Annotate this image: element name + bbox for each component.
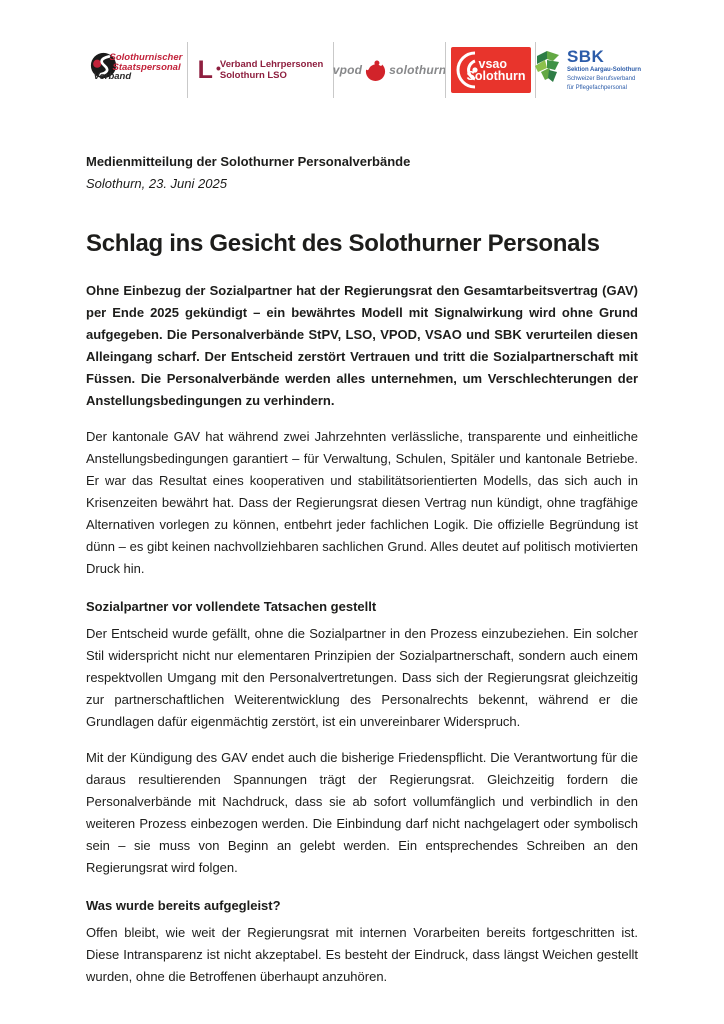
vpod-word: solothurn	[389, 63, 447, 77]
sbk-leaf-icon	[533, 50, 563, 84]
meta-header	[86, 151, 638, 195]
document-body	[86, 280, 638, 988]
paragraph-offen-bleibt: Offen bleibt, wie weit der Regierungsrat mit internen Vorarbeiten bereits fortgeschritten ist. Diese Intransparenz ist nicht akzeptabel. Es besteht der Eindruck, dass längst Weichen gestellt wurden, ohne die Betroffenen überhaupt anzuhören.	[86, 925, 638, 984]
meta-title: Medienmitteilung der Solothurner Personalverbände	[86, 154, 411, 169]
logo-strip	[86, 42, 642, 98]
paragraph-entscheid: Der Entscheid wurde gefällt, ohne die Sozialpartner in den Prozess einzubeziehen. Ein solcher Stil widerspricht nicht nur elementaren Prinzipien der Sozialpartnerschaft, sondern auch einem respektvollen Umgang mit den Personalvertretungen. Dass sich der Regierungsrat gleichzeitig zur partnerschaftlichen Weiterentwicklung des Personalrechts bekennt, während er die Grundlagen dafür eigenmächtig zerstört, ist ein unvereinbarer Widerspruch.	[86, 626, 638, 729]
paragraph-gav-history: Der kantonale GAV hat während zwei Jahrzehnten verlässliche, transparente und einheitliche Anstellungsbedingungen garantiert – für Verwaltung, Schulen, Spitäler und kantonale Betriebe. Er war das Resultat eines kooperativen und stabilitätsorientierten Modells, das sich auch in Krisenzeiten bewährt hat. Dass der Regierungsrat diesen Vertrag nun kündigt, ohne tragfähige Alternativen vorlegen zu können, entbehrt jeder fachlichen Logik. Die offizielle Begründung ist dünn – es gibt keinen nachvollziehbaren sachlichen Grund. Alles deutet auf politisch motivierten Druck hin.	[86, 429, 638, 576]
logo-vpod	[333, 42, 445, 98]
headline: Schlag ins Gesicht des Solothurner Personals	[86, 230, 600, 257]
meta-date: Solothurn, 23. Juni 2025	[86, 176, 227, 191]
section-heading-sozialpartner: Sozialpartner vor vollendete Tatsachen gestellt	[86, 599, 377, 614]
paragraph-kuendigung: Mit der Kündigung des GAV endet auch die bisherige Friedenspflicht. Die Verantwortung für die daraus resultierenden Spannungen trägt der Regierungsrat. Gleichzeitig fordern die Personalverbände mit Nachdruck, dass sie ab sofort vollumfänglich und verbindlich in den weiteren Prozess einbezogen werden. Die Einbindung darf nicht nachgelagert oder symbolisch sein – sie muss von Beginn an gelebt werden. Ein entsprechendes Schreiben an den Regierungsrat wird folgen.	[86, 750, 638, 875]
vsao-logo-text: vsao Solothurn	[466, 56, 526, 83]
sbk-acronym: SBK	[566, 47, 605, 66]
logo-lso	[187, 42, 333, 98]
lso-l-mark-icon: L •	[197, 55, 221, 84]
logo-vsao	[445, 42, 535, 98]
section-heading-aufgegleist: Was wurde bereits aufgegleist?	[86, 898, 281, 913]
lso-logo-text: Verband Lehrpersonen Solothurn LSO	[219, 58, 324, 81]
vsao-red-box	[451, 47, 531, 93]
sbk-logo-text: SBK Sektion Aargau-Solothurn Schweizer Berufsverband für Pflegefachpersonal	[566, 47, 642, 91]
vpod-word: vpod	[332, 63, 363, 77]
lead-paragraph: Ohne Einbezug der Sozialpartner hat der Regierungsrat den Gesamtarbeitsvertrag (GAV) per Ende 2025 gekündigt – ein bewährtes Modell mit Signalwirkung wird ohne Grund aufgegeben. Die Personalverbände StPV, LSO, VPOD, VSAO und SBK verurteilen diesen Alleingang scharf. Der Entscheid zerstört Vertrauen und tritt die Sozialpartnerschaft mit Füssen. Die Personalverbände werden alles unternehmen, um Verschlechterungen der Anstellungsbedingungen zu verhindern.	[86, 283, 638, 408]
logo-sbk	[535, 42, 642, 98]
stpv-logo-text: Solothurnischer Staatspersonal Verband	[93, 52, 183, 82]
logo-stpv	[86, 42, 187, 98]
vpod-ball-icon	[364, 59, 387, 82]
